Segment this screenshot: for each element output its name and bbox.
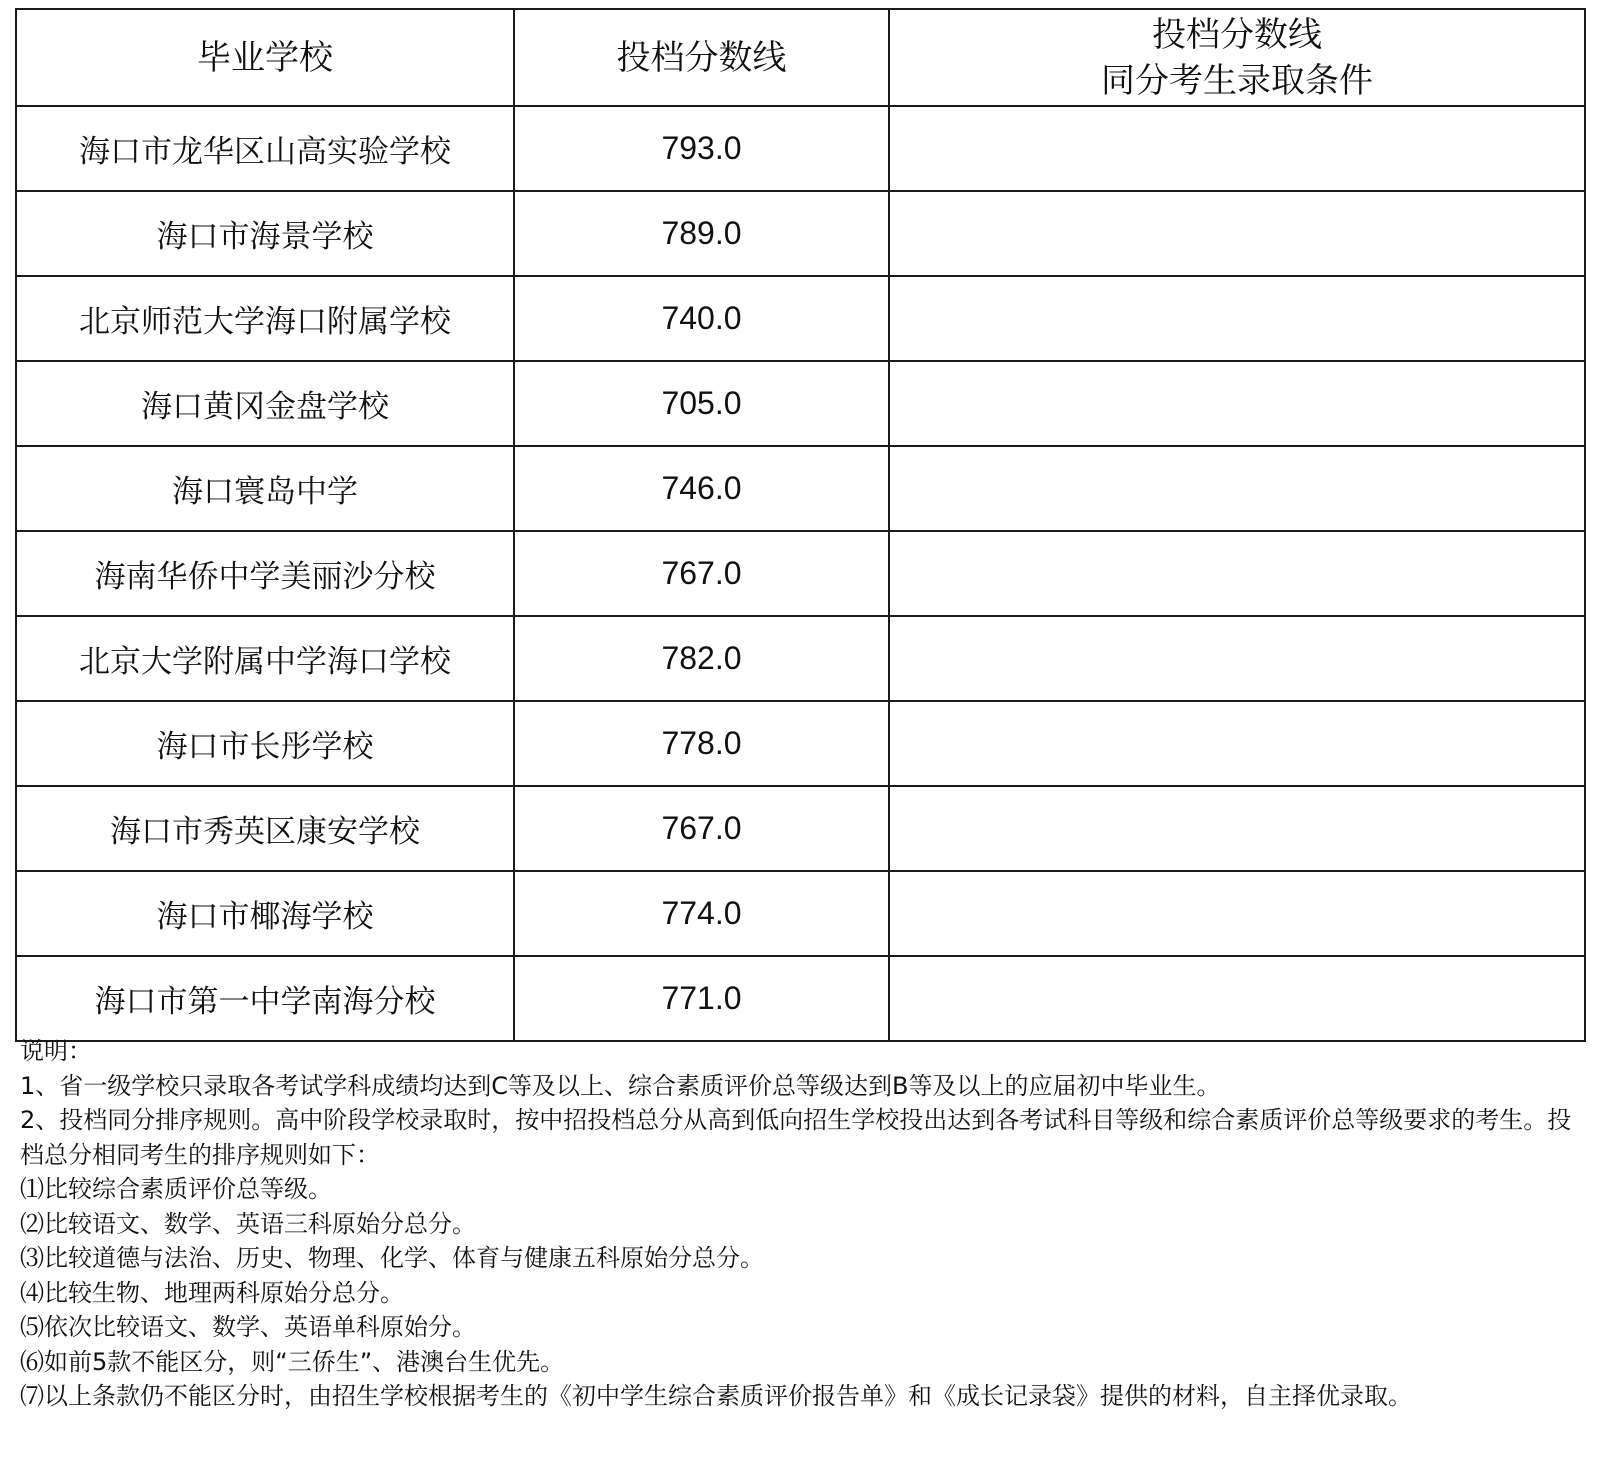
condition-cell xyxy=(889,191,1585,276)
table-row xyxy=(16,871,1585,956)
table-row xyxy=(16,191,1585,276)
table-row xyxy=(16,106,1585,191)
school-cell: 海口市椰海学校 xyxy=(16,871,514,956)
condition-cell xyxy=(889,616,1585,701)
condition-cell xyxy=(889,871,1585,956)
condition-cell xyxy=(889,956,1585,1041)
school-cell: 海口市长彤学校 xyxy=(16,701,514,786)
notes-section xyxy=(20,1034,1582,1414)
condition-cell xyxy=(889,786,1585,871)
score-cell: 705.0 xyxy=(514,361,889,446)
score-cell: 746.0 xyxy=(514,446,889,531)
school-cell: 海口市第一中学南海分校 xyxy=(16,956,514,1041)
note-item: ⑷比较生物、地理两科原始分总分。 xyxy=(20,1278,404,1307)
condition-cell xyxy=(889,361,1585,446)
score-cell: 793.0 xyxy=(514,106,889,191)
header-school: 毕业学校 xyxy=(16,9,514,106)
school-cell: 海口市海景学校 xyxy=(16,191,514,276)
note-item: 1、省一级学校只录取各考试学科成绩均达到C等及以上、综合素质评价总等级达到B等及以上的应届初中毕业生。 xyxy=(20,1071,1221,1100)
school-cell: 海口市龙华区山高实验学校 xyxy=(16,106,514,191)
score-cell: 778.0 xyxy=(514,701,889,786)
table-row xyxy=(16,616,1585,701)
note-item: ⑵比较语文、数学、英语三科原始分总分。 xyxy=(20,1209,476,1238)
table-row xyxy=(16,956,1585,1041)
score-cell: 782.0 xyxy=(514,616,889,701)
header-condition-line2: 同分考生录取条件 xyxy=(1101,60,1373,101)
score-cell: 789.0 xyxy=(514,191,889,276)
note-item: ⑸依次比较语文、数学、英语单科原始分。 xyxy=(20,1313,476,1341)
note-item: ⑶比较道德与法治、历史、物理、化学、体育与健康五科原始分总分。 xyxy=(20,1244,764,1272)
condition-cell xyxy=(889,701,1585,786)
header-condition-line1: 投档分数线 xyxy=(1152,14,1322,55)
score-table xyxy=(15,8,1586,1042)
condition-cell xyxy=(889,276,1585,361)
score-cell: 767.0 xyxy=(514,786,889,871)
school-cell: 海口黄冈金盘学校 xyxy=(16,361,514,446)
table-header-row xyxy=(16,9,1585,106)
school-cell: 北京大学附属中学海口学校 xyxy=(16,616,514,701)
note-item: ⑹如前5款不能区分，则“三侨生”、港澳台生优先。 xyxy=(20,1347,565,1376)
header-score: 投档分数线 xyxy=(514,9,889,106)
table-row xyxy=(16,786,1585,871)
score-cell: 767.0 xyxy=(514,531,889,616)
school-cell: 北京师范大学海口附属学校 xyxy=(16,276,514,361)
school-cell: 海南华侨中学美丽沙分校 xyxy=(16,531,514,616)
table-row xyxy=(16,446,1585,531)
score-table-container xyxy=(15,8,1584,1042)
table-row xyxy=(16,701,1585,786)
table-row xyxy=(16,361,1585,446)
notes-title: 说明： xyxy=(20,1037,92,1065)
school-cell: 海口市秀英区康安学校 xyxy=(16,786,514,871)
note-item: ⑺以上条款仍不能区分时，由招生学校根据考生的《初中学生综合素质评价报告单》和《成长记录袋》提供的材料，自主择优录取。 xyxy=(20,1382,1412,1410)
table-row xyxy=(16,531,1585,616)
condition-cell xyxy=(889,446,1585,531)
table-row xyxy=(16,276,1585,361)
condition-cell xyxy=(889,106,1585,191)
note-item: 2、投档同分排序规则。高中阶段学校录取时，按中招投档总分从高到低向招生学校投出达到各考试科目等级和综合素质评价总等级要求的考生。投档总分相同考生的排序规则如下： xyxy=(20,1106,1572,1169)
header-condition xyxy=(889,9,1585,106)
condition-cell xyxy=(889,531,1585,616)
score-cell: 771.0 xyxy=(514,956,889,1041)
school-cell: 海口寰岛中学 xyxy=(16,446,514,531)
score-cell: 740.0 xyxy=(514,276,889,361)
note-item: ⑴比较综合素质评价总等级。 xyxy=(20,1175,332,1203)
score-cell: 774.0 xyxy=(514,871,889,956)
